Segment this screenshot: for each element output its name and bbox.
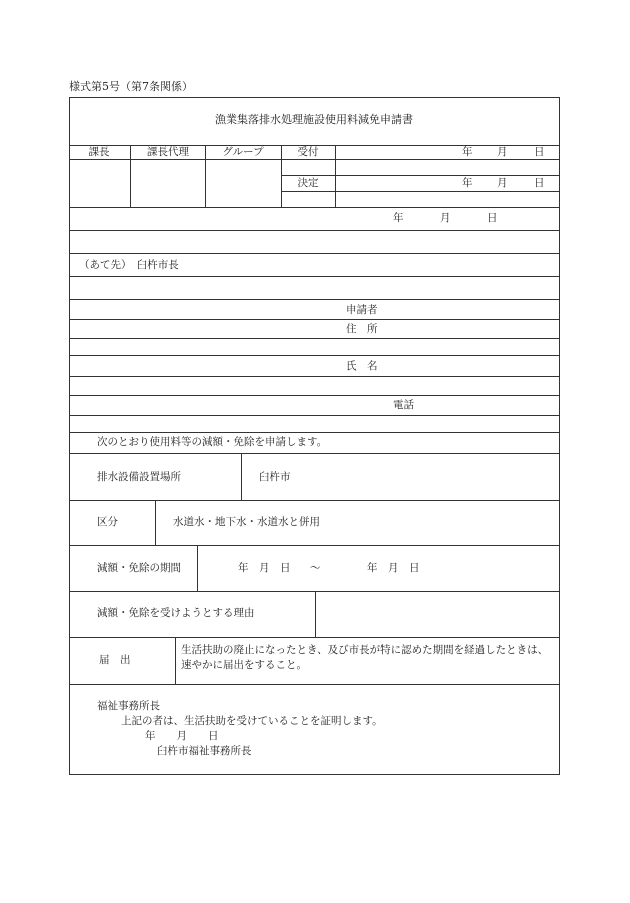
- rule-reason: [69, 637, 560, 638]
- kettei-year: 年: [462, 177, 473, 189]
- rule-notice: [69, 684, 560, 685]
- cert-office-head: 福祉事務所長: [97, 700, 160, 712]
- cert-date: 年 月 日: [145, 730, 219, 742]
- reason-label: 減額・免除を受けようとする理由: [97, 607, 255, 619]
- vrule-notice: [175, 637, 176, 684]
- rule-date-bottom: [69, 230, 560, 231]
- kettei-day: 日: [534, 177, 545, 189]
- rule-approval-header: [69, 159, 560, 160]
- form-title: 漁業集落排水処理施設使用料減免申請書: [215, 113, 413, 126]
- applicant-heading: 申請者: [346, 304, 378, 316]
- rule-name: [69, 376, 560, 377]
- rule-approval-bottom: [69, 207, 560, 208]
- kettei-month: 月: [497, 177, 508, 189]
- rule-request: [69, 453, 560, 454]
- rule-blank4: [69, 395, 560, 396]
- vrule-approval-3: [281, 145, 282, 207]
- period-label: 減額・免除の期間: [97, 562, 181, 574]
- kettei-label: 決定: [297, 177, 319, 189]
- location-value: 臼杵市: [259, 471, 291, 483]
- location-label: 排水設備設置場所: [97, 471, 181, 483]
- period-to: 年 月 日: [367, 562, 420, 574]
- vrule-approval-2: [205, 145, 206, 207]
- vrule-reason: [315, 591, 316, 637]
- notice-text: 生活扶助の廃止になったとき、及び市長が特に認めた期間を経過したときは、速やかに届出をすること。: [181, 644, 549, 672]
- period-from: 年 月 日: [238, 562, 291, 574]
- request-text: 次のとおり使用料等の減額・免除を申請します。: [97, 436, 328, 448]
- uketsuke-year: 年: [462, 146, 473, 158]
- uketsuke-day: 日: [534, 146, 545, 158]
- approval-header-kacho-dairi: 課長代理: [147, 146, 189, 158]
- approval-header-uketsuke: 受付: [297, 146, 319, 158]
- applicant-name-label: 氏 名: [346, 360, 378, 372]
- vrule-location: [241, 453, 242, 500]
- rule-addressee-bottom: [69, 276, 560, 277]
- period-tilde: ～: [310, 562, 321, 574]
- addressee: （あて先） 臼杵市長: [79, 259, 179, 271]
- rule-uketsuke-bottom: [281, 175, 560, 176]
- vrule-category: [155, 500, 156, 545]
- cert-statement: 上記の者は、生活扶助を受けていることを証明します。: [121, 715, 383, 727]
- application-day: 日: [487, 212, 498, 224]
- rule-location: [69, 500, 560, 501]
- vrule-approval-1: [130, 145, 131, 207]
- application-month: 月: [440, 212, 451, 224]
- category-label: 区分: [97, 516, 118, 528]
- rule-blank3: [69, 355, 560, 356]
- form-number: 様式第5号（第7条関係）: [69, 80, 193, 93]
- vrule-approval-4: [335, 145, 336, 207]
- rule-blank5: [69, 432, 560, 433]
- approval-header-group: グループ: [222, 146, 264, 158]
- rule-kettei-bottom: [281, 191, 560, 192]
- rule-blank2: [69, 299, 560, 300]
- rule-applicant: [69, 319, 560, 320]
- uketsuke-month: 月: [497, 146, 508, 158]
- rule-address: [69, 338, 560, 339]
- applicant-phone-label: 電話: [393, 399, 414, 411]
- approval-header-kacho: 課長: [88, 146, 110, 158]
- category-value: 水道水・地下水・水道水と併用: [173, 516, 320, 528]
- application-year: 年: [393, 212, 404, 224]
- rule-phone: [69, 415, 560, 416]
- cert-issuer: 臼杵市福祉事務所長: [157, 745, 252, 757]
- notice-label: 届 出: [99, 654, 131, 666]
- rule-category: [69, 545, 560, 546]
- applicant-address-label: 住 所: [346, 323, 378, 335]
- vrule-period: [197, 545, 198, 591]
- rule-blank1: [69, 253, 560, 254]
